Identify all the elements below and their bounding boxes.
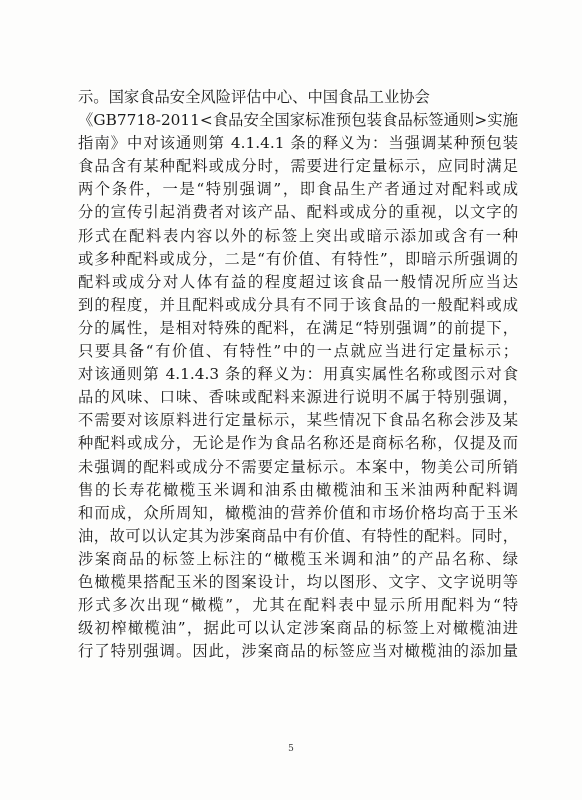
text-line: 品的风味、口味、香味或配料来源进行说明不属于特别强调，	[78, 388, 518, 407]
text-line: 形式多次出现“橄榄”，尤其在配料表中显示所用配料为“特	[78, 596, 518, 615]
text-line: 示。国家食品安全风险评估中心、中国食品工业协会	[78, 88, 430, 106]
text-line: 形式在配料表内容以外的标签上突出或暗示添加或含有一种	[78, 226, 518, 245]
page-number: 5	[288, 744, 294, 754]
text-line: 涉案商品的标签上标注的“橄榄玉米调和油”的产品名称、绿	[78, 549, 518, 568]
text-line: 对该通则第 4.1.4.3 条的释义为：用真实属性名称或图示对食	[78, 365, 518, 384]
text-line: 色橄榄果搭配玉米的图案设计，均以图形、文字、文字说明等	[78, 572, 518, 591]
body-text	[78, 86, 518, 663]
text-line: 到的程度，并且配料或成分具有不同于该食品的一般配料或成	[78, 295, 518, 314]
text-line: 未强调的配料或成分不需要定量标示。本案中，物美公司所销	[78, 457, 518, 476]
text-line: 食品含有某种配料或成分时，需要进行定量标示，应同时满足	[78, 157, 518, 176]
text-line: 指南》中对该通则第 4.1.4.1 条的释义为：当强调某种预包装	[78, 134, 518, 153]
text-line: 和而成，众所周知，橄榄油的营养价值和市场价格均高于玉米	[78, 503, 518, 522]
text-line: 售的长寿花橄榄玉米调和油系由橄榄油和玉米油两种配料调	[78, 480, 518, 499]
text-line: 分的属性，是相对特殊的配料，在满足“特别强调”的前提下，	[78, 318, 518, 337]
text-line: 不需要对该原料进行定量标示，某些情况下食品名称会涉及某	[78, 411, 518, 430]
text-line: 分的宣传引起消费者对该产品、配料或成分的重视，以文字的	[78, 203, 518, 222]
text-line: 油，故可以认定其为涉案商品中有价值、有特性的配料。同时，	[78, 526, 518, 545]
text-line: 或多种配料或成分，二是“有价值、有特性”，即暗示所强调的	[78, 249, 518, 268]
text-line: 级初榨橄榄油”，据此可以认定涉案商品的标签上对橄榄油进	[78, 619, 518, 638]
text-line: 配料或成分对人体有益的程度超过该食品一般情况所应当达	[78, 272, 518, 291]
text-line: 两个条件，一是“特别强调”，即食品生产者通过对配料或成	[78, 180, 518, 199]
text-line: 行了特别强调。因此，涉案商品的标签应当对橄榄油的添加量	[78, 642, 518, 661]
text-line: 《GB7718-2011<食品安全国家标准预包装食品标签通则>实施	[78, 111, 518, 130]
text-line: 种配料或成分，无论是作为食品名称还是商标名称，仅提及而	[78, 434, 518, 453]
text-line: 只要具备“有价值、有特性”中的一点就应当进行定量标示；	[78, 342, 518, 361]
